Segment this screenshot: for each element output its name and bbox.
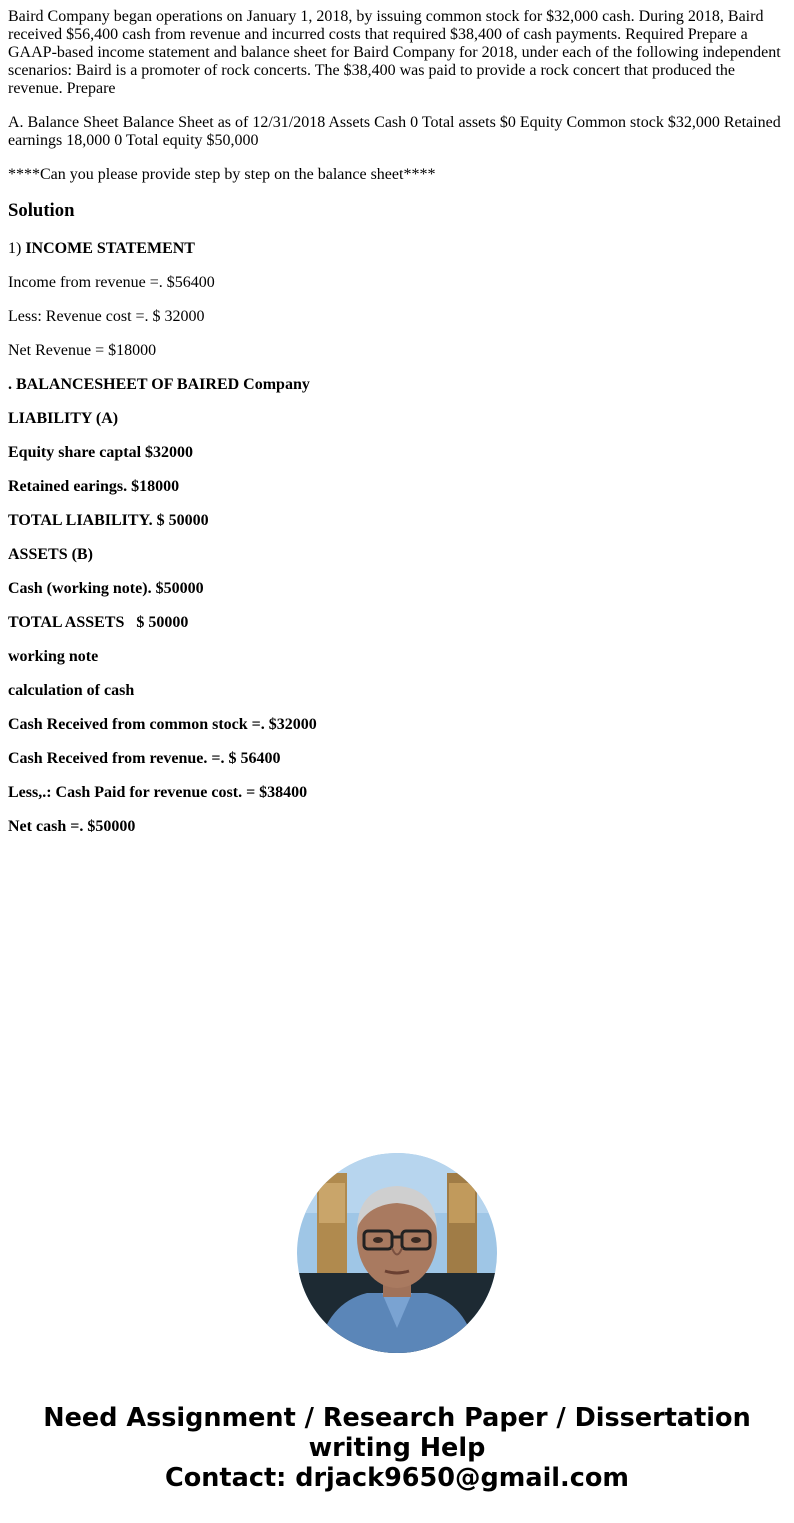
question-balance-sheet: A. Balance Sheet Balance Sheet as of 12/31/2018 Assets Cash 0 Total assets $0 Equity Common stock $32,000 Retained earnings 18,000 0 Total equity $50,000 <box>8 114 781 149</box>
working-note-subheading: calculation of cash <box>8 682 135 699</box>
working-note-line: Cash Received from revenue. =. $ 56400 <box>8 750 281 767</box>
income-line: Less: Revenue cost =. $ 32000 <box>8 308 205 325</box>
promo-banner <box>0 1403 794 1493</box>
income-line: Income from revenue =. $56400 <box>8 274 215 291</box>
liability-heading: LIABILITY (A) <box>8 410 119 427</box>
solution-heading: Solution <box>8 200 75 221</box>
question-paragraph: Baird Company began operations on January 1, 2018, by issuing common stock for $32,000 cash. During 2018, Baird received $56,400 cash from revenue and incurred costs that required $38,400 of cash payments. Required Prepare a GAAP-based income statement and balance sheet for Baird Company for 2018, under each of the following independent scenarios: Baird is a promoter of rock concerts. The $38,400 was paid to provide a rock concert that produced the revenue. Prepare <box>8 8 781 97</box>
working-note-total: Net cash =. $50000 <box>8 818 136 835</box>
avatar-photo <box>297 1153 497 1353</box>
income-heading: INCOME STATEMENT <box>25 240 195 257</box>
promo-line: writing Help <box>308 1433 486 1463</box>
balance-sheet-title: . BALANCESHEET OF BAIRED Company <box>8 376 310 393</box>
income-statement-title <box>8 240 786 258</box>
working-note-line: Less,.: Cash Paid for revenue cost. = $38400 <box>8 784 308 801</box>
avatar <box>297 1153 497 1353</box>
promo-contact: Contact: drjack9650@gmail.com <box>165 1463 629 1493</box>
liability-line: Retained earings. $18000 <box>8 478 180 495</box>
liability-total: TOTAL LIABILITY. $ 50000 <box>8 512 209 529</box>
assets-line: Cash (working note). $50000 <box>8 580 204 597</box>
income-prefix: 1) <box>8 240 26 257</box>
assets-total: TOTAL ASSETS $ 50000 <box>8 614 189 631</box>
income-line: Net Revenue = $18000 <box>8 342 157 359</box>
working-note-heading: working note <box>8 648 99 665</box>
document-body <box>8 8 786 852</box>
liability-line: Equity share captal $32000 <box>8 444 194 461</box>
question-request: ****Can you please provide step by step on the balance sheet**** <box>8 166 436 183</box>
promo-line: Need Assignment / Research Paper / Dissertation <box>43 1403 751 1433</box>
assets-heading: ASSETS (B) <box>8 546 93 563</box>
working-note-line: Cash Received from common stock =. $32000 <box>8 716 317 733</box>
